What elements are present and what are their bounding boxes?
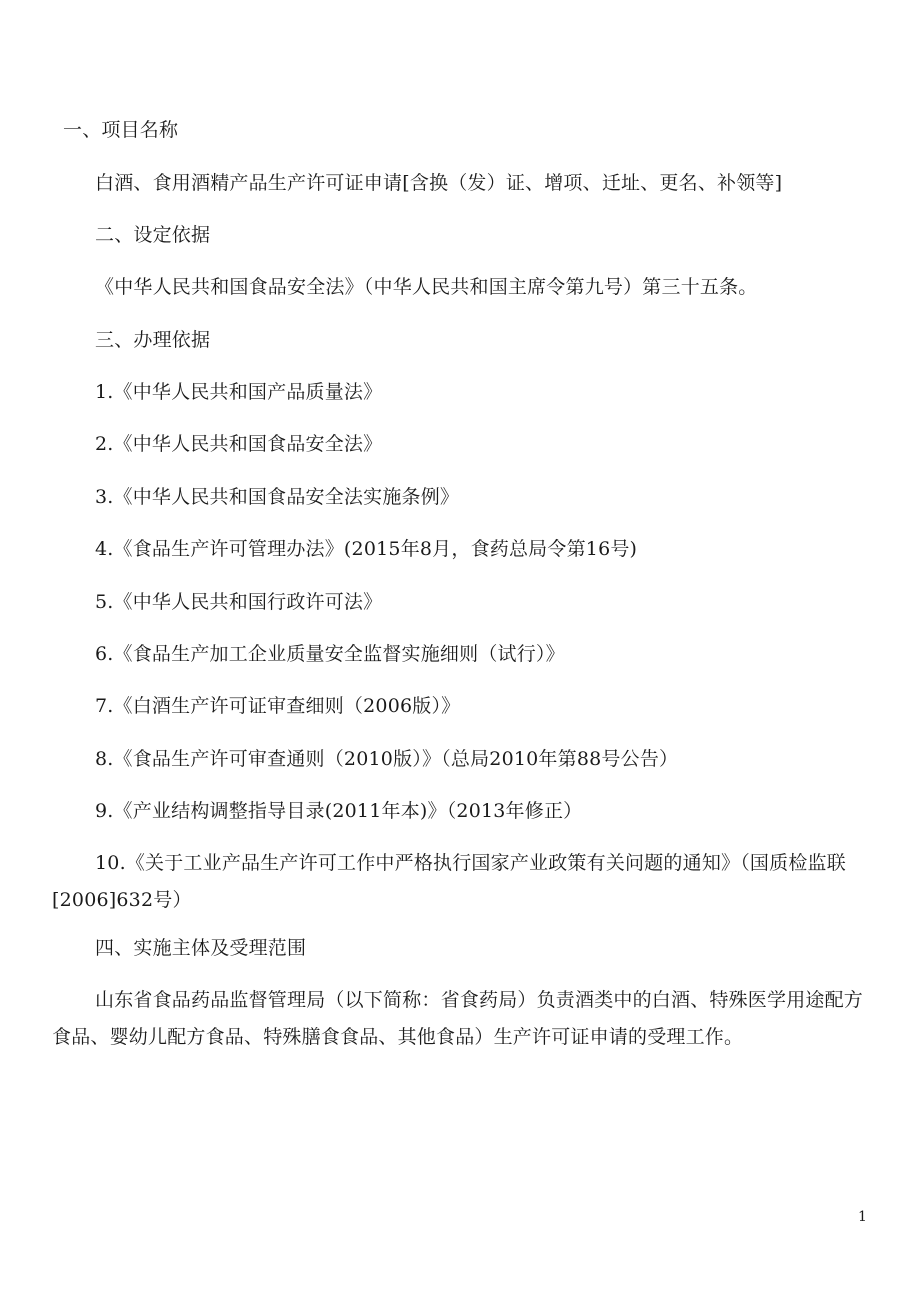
basis-list-item: 10.《关于工业产品生产许可工作中严格执行国家产业政策有关问题的通知》（国质检监联[2006]632号） — [52, 852, 846, 911]
project-name-text: 白酒、食用酒精产品生产许可证申请[含换（发）证、增项、迁址、更名、补领等] — [95, 172, 783, 194]
basis-list-item: 2.《中华人民共和国食品安全法》 — [95, 433, 383, 455]
basis-list-item: 1.《中华人民共和国产品质量法》 — [95, 381, 383, 403]
basis-list-item: 6.《食品生产加工企业质量安全监督实施细则（试行）》 — [95, 643, 565, 665]
basis-list-item: 4.《食品生产许可管理办法》(2015年8月，食药总局令第16号) — [95, 538, 638, 560]
basis-list-item: 7.《白酒生产许可证审查细则（2006版）》 — [95, 695, 461, 717]
page-number: 1 — [858, 1209, 867, 1225]
legal-basis-text: 《中华人民共和国食品安全法》（中华人民共和国主席令第九号）第三十五条。 — [95, 276, 758, 298]
section-heading-legal-basis: 二、设定依据 — [95, 224, 211, 246]
section-heading-processing-basis: 三、办理依据 — [95, 329, 211, 351]
basis-list-item: 3.《中华人民共和国食品安全法实施条例》 — [95, 486, 460, 508]
basis-list-item: 8.《食品生产许可审查通则（2010版）》（总局2010年第88号公告） — [95, 748, 679, 770]
section-heading-project-name: 一、项目名称 — [63, 119, 179, 141]
basis-list-item: 9.《产业结构调整指导目录(2011年本)》（2013年修正） — [95, 800, 583, 822]
implementing-body-text: 山东省食品药品监督管理局（以下简称：省食药局）负责酒类中的白酒、特殊医学用途配方食品、婴幼儿配方食品、特殊膳食食品、其他食品）生产许可证申请的受理工作。 — [52, 989, 864, 1048]
basis-list-item: 5.《中华人民共和国行政许可法》 — [95, 591, 383, 613]
section-heading-implementing-body: 四、实施主体及受理范围 — [95, 937, 307, 959]
